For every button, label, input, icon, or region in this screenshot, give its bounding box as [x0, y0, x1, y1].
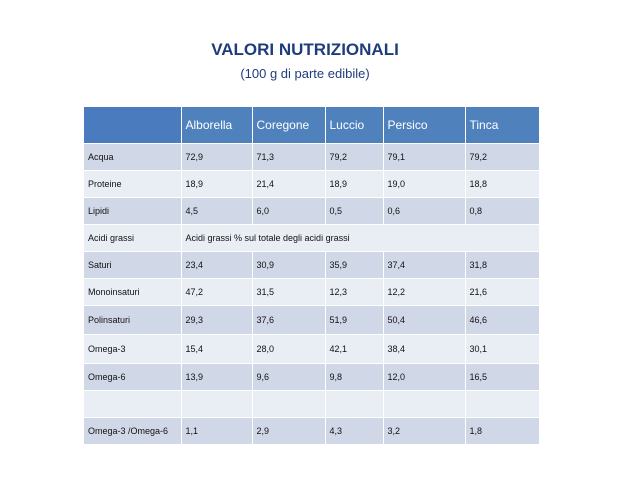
table-cell	[252, 391, 325, 418]
table-cell: 35,9	[325, 252, 383, 279]
table-cell: 72,9	[181, 144, 252, 171]
row-label: Monoinsaturi	[84, 279, 181, 306]
table-row	[84, 418, 539, 445]
table-cell: 50,4	[383, 306, 465, 335]
header-cell-alborella: Alborella	[181, 107, 252, 144]
header-cell-coregone: Coregone	[252, 107, 325, 144]
table-cell: 42,1	[325, 335, 383, 364]
row-label: Omega-3 /Omega-6	[84, 418, 181, 445]
table-row	[84, 252, 539, 279]
table-cell: 18,9	[181, 171, 252, 198]
table-cell: 4,3	[325, 418, 383, 445]
table-cell: 29,3	[181, 306, 252, 335]
table-row	[84, 364, 539, 391]
table-cell: 46,6	[465, 306, 539, 335]
table-cell: 18,8	[465, 171, 539, 198]
table-cell: 6,0	[252, 198, 325, 225]
table-cell: 3,2	[383, 418, 465, 445]
table-cell: 28,0	[252, 335, 325, 364]
table-cell: 37,4	[383, 252, 465, 279]
table-cell: 18,9	[325, 171, 383, 198]
table-cell: 0,5	[325, 198, 383, 225]
row-label: Omega-3	[84, 335, 181, 364]
table-cell: 1,1	[181, 418, 252, 445]
table-cell: 13,9	[181, 364, 252, 391]
table-cell: 79,2	[325, 144, 383, 171]
header-cell-tinca: Tinca	[465, 107, 539, 144]
table-cell	[383, 391, 465, 418]
nutrition-table	[84, 107, 540, 445]
table-cell	[325, 391, 383, 418]
table-cell: 12,2	[383, 279, 465, 306]
table-cell: 15,4	[181, 335, 252, 364]
table-cell: 30,1	[465, 335, 539, 364]
table-cell: 31,8	[465, 252, 539, 279]
row-label: Saturi	[84, 252, 181, 279]
table-cell-note: Acidi grassi % sul totale degli acidi grassi	[181, 225, 539, 252]
table-cell: 9,8	[325, 364, 383, 391]
table-cell: 51,9	[325, 306, 383, 335]
table-cell: 31,5	[252, 279, 325, 306]
table-cell: 30,9	[252, 252, 325, 279]
table-cell: 21,6	[465, 279, 539, 306]
table-cell: 47,2	[181, 279, 252, 306]
table-cell: 0,6	[383, 198, 465, 225]
table-cell: 37,6	[252, 306, 325, 335]
table-header-row	[84, 107, 539, 144]
table-cell: 79,1	[383, 144, 465, 171]
table-cell: 12,3	[325, 279, 383, 306]
row-label: Proteine	[84, 171, 181, 198]
table-cell: 38,4	[383, 335, 465, 364]
table-row	[84, 306, 539, 335]
table-cell: 21,4	[252, 171, 325, 198]
table-cell: 79,2	[465, 144, 539, 171]
table-row	[84, 225, 539, 252]
row-label: Lipidi	[84, 198, 181, 225]
header-cell-persico: Persico	[383, 107, 465, 144]
table-row	[84, 198, 539, 225]
table-row	[84, 144, 539, 171]
table-row	[84, 279, 539, 306]
table-row	[84, 335, 539, 364]
table-cell: 71,3	[252, 144, 325, 171]
table-cell: 2,9	[252, 418, 325, 445]
table-cell	[465, 391, 539, 418]
table-cell: 0,8	[465, 198, 539, 225]
row-label: Omega-6	[84, 364, 181, 391]
table-cell: 12,0	[383, 364, 465, 391]
table-cell: 4,5	[181, 198, 252, 225]
table-cell: 9,6	[252, 364, 325, 391]
row-label: Acidi grassi	[84, 225, 181, 252]
table-cell: 23,4	[181, 252, 252, 279]
row-label	[84, 391, 181, 418]
table-cell: 1,8	[465, 418, 539, 445]
page-title: VALORI NUTRIZIONALI	[211, 40, 399, 59]
table-cell: 19,0	[383, 171, 465, 198]
table-cell: 16,5	[465, 364, 539, 391]
row-label: Acqua	[84, 144, 181, 171]
table-cell	[181, 391, 252, 418]
table-row	[84, 171, 539, 198]
page-subtitle: (100 g di parte edibile)	[240, 66, 370, 81]
row-label: Polinsaturi	[84, 306, 181, 335]
header-cell-luccio: Luccio	[325, 107, 383, 144]
header-cell-empty	[84, 107, 181, 144]
table-row-empty	[84, 391, 539, 418]
